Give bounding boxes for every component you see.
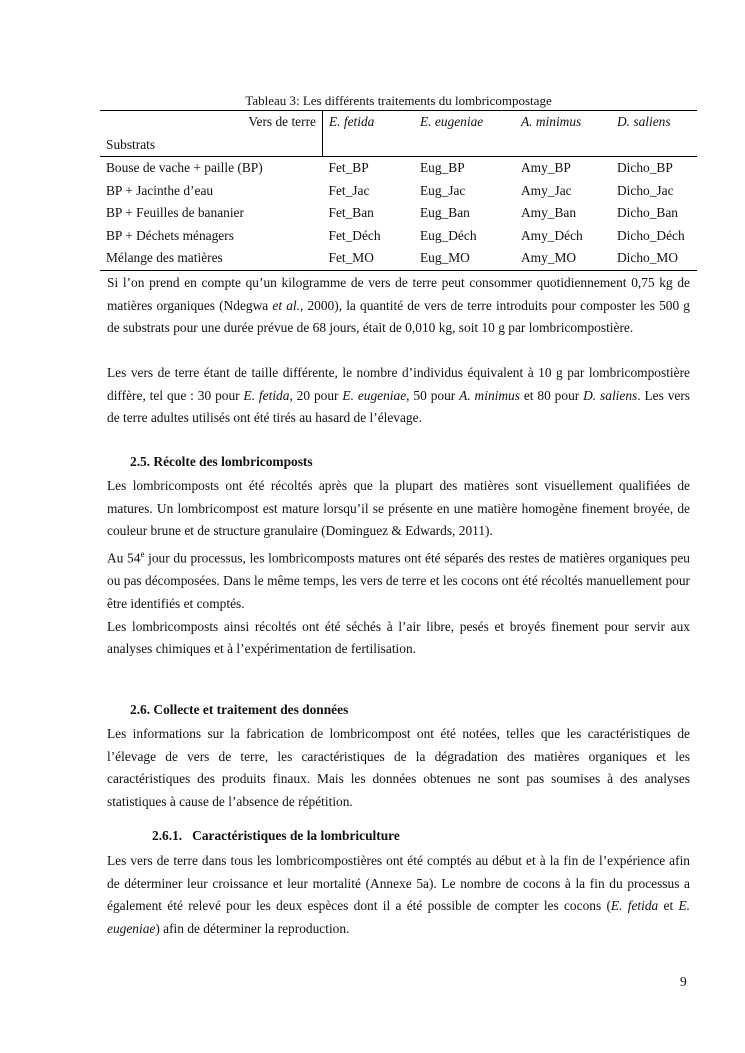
species-header: E. eugeniae [414, 111, 515, 134]
section-heading-2-6-1: 2.6.1. Caractéristiques de la lombriculture [152, 828, 400, 843]
table-header-row [100, 111, 697, 134]
paragraph-individual-count: Les vers de terre étant de taille différente, le nombre d’individus équivalent à 10 g par lombricompostière diffère, tel que : 30 pour E. fetida, 20 pour E. eugeniae, 50 pour A. minimus et 80 pour D. saliens. Les vers de terre adultes utilisés ont été tirés au hasard de l’élevage. [107, 365, 691, 426]
table-cell: Amy_Déch [521, 227, 583, 243]
table-cell: Amy_Jac [521, 182, 572, 198]
page-number: 9 [680, 974, 687, 989]
species-header: D. saliens [611, 111, 697, 134]
table-cell: Eug_Ban [420, 205, 470, 221]
section-heading-2-6: 2.6. Collecte et traitement des données [130, 702, 349, 717]
table-cell: Amy_MO [515, 247, 611, 270]
table-cell: Dicho_Jac [617, 182, 674, 198]
table-cell: Amy_BP [521, 160, 571, 176]
table-caption: Tableau 3: Les différents traitements du lombricompostage [245, 93, 552, 108]
table-cell: Dicho_Ban [617, 205, 678, 221]
header-substrats-label: Substrats [100, 134, 323, 157]
species-header: A. minimus [515, 111, 611, 134]
header-worms-label: Vers de terre [100, 111, 323, 134]
table-row [100, 180, 697, 203]
table-cell: Fet_Ban [328, 205, 374, 221]
substrat-cell: BP + Feuilles de bananier [106, 205, 244, 221]
table-cell: Amy_Ban [521, 205, 577, 221]
section-heading-2-5: 2.5. Récolte des lombricomposts [130, 454, 313, 469]
substrat-cell: BP + Déchets ménagers [106, 227, 234, 243]
table-row [100, 225, 697, 248]
table-row [100, 247, 697, 270]
table-cell: Dicho_MO [611, 247, 697, 270]
table-cell: Fet_Jac [328, 182, 370, 198]
species-header: E. fetida [323, 111, 415, 134]
substrat-cell: Mélange des matières [100, 247, 323, 270]
table-header-row [100, 134, 697, 157]
table-cell: Fet_BP [328, 160, 369, 176]
paragraph: Au 54e jour du processus, les lombricomposts matures ont été séparés des restes de matières organiques peu ou pas décomposées. Dans le même temps, les vers de terre et les cocons ont été récoltés manuellement pour être identifiés et comptés. [107, 549, 691, 611]
table-cell: Eug_MO [414, 247, 515, 270]
table-cell: Dicho_Déch [617, 227, 685, 243]
table-cell: Eug_Déch [420, 227, 477, 243]
table-cell: Fet_Déch [328, 227, 381, 243]
substrat-cell: BP + Jacinthe d’eau [106, 182, 214, 198]
paragraph-worm-quantity: Si l’on prend en compte qu’un kilogramme de vers de terre peut consommer quotidiennement 0,75 kg de matières organiques (Ndegwa et al., 2000), la quantité de vers de terre introduits pour composter les 500 g de substrats pour une durée prévue de 68 jours, était de 0,010 kg, soit 10 g par lombricompostière. [107, 275, 690, 336]
substrat-cell: Bouse de vache + paille (BP) [106, 160, 263, 176]
paragraph: Les lombricomposts ainsi récoltés ont été séchés à l’air libre, pesés et broyés finement pour servir aux analyses chimiques et à l’expérimentation de fertilisation. [107, 618, 690, 657]
table-row [100, 202, 697, 225]
table-cell: Eug_BP [420, 160, 465, 176]
table-cell: Eug_Jac [420, 182, 466, 198]
section-2-6-body: Les informations sur la fabrication de lombricompost ont été notées, telles que les caractéristiques de l’élevage de vers de terre, les caractéristiques de la dégradation des matières organiques et les caractéristiques des produits finaux. Mais les données obtenues ne sont pas soumises à des analyses statistiques à cause de l’absence de répétition. [107, 726, 690, 810]
table-cell: Fet_MO [323, 247, 415, 270]
table-cell: Dicho_BP [617, 160, 673, 176]
table-row [100, 157, 697, 180]
section-2-6-1-body: Les vers de terre dans tous les lombricompostières ont été comptés au début et à la fin de l’expérience afin de déterminer leur croissance et leur mortalité (Annexe 5a). Le nombre de cocons à la fin du processus a également été relevé pour les deux espèces dont il a été possible de compter les cocons (E. fetida et E. eugeniae) afin de déterminer la reproduction. [107, 853, 690, 937]
paragraph: Les lombricomposts ont été récoltés après que la plupart des matières sont visuellement qualifiées de matures. Un lombricompost est mature lorsqu’il se présente en une matière homogène finement broyée, de couleur brune et de structure granulaire (Dominguez & Edwards, 2011). [107, 478, 690, 539]
treatments-table [100, 110, 697, 271]
section-2-5-body [107, 475, 690, 661]
